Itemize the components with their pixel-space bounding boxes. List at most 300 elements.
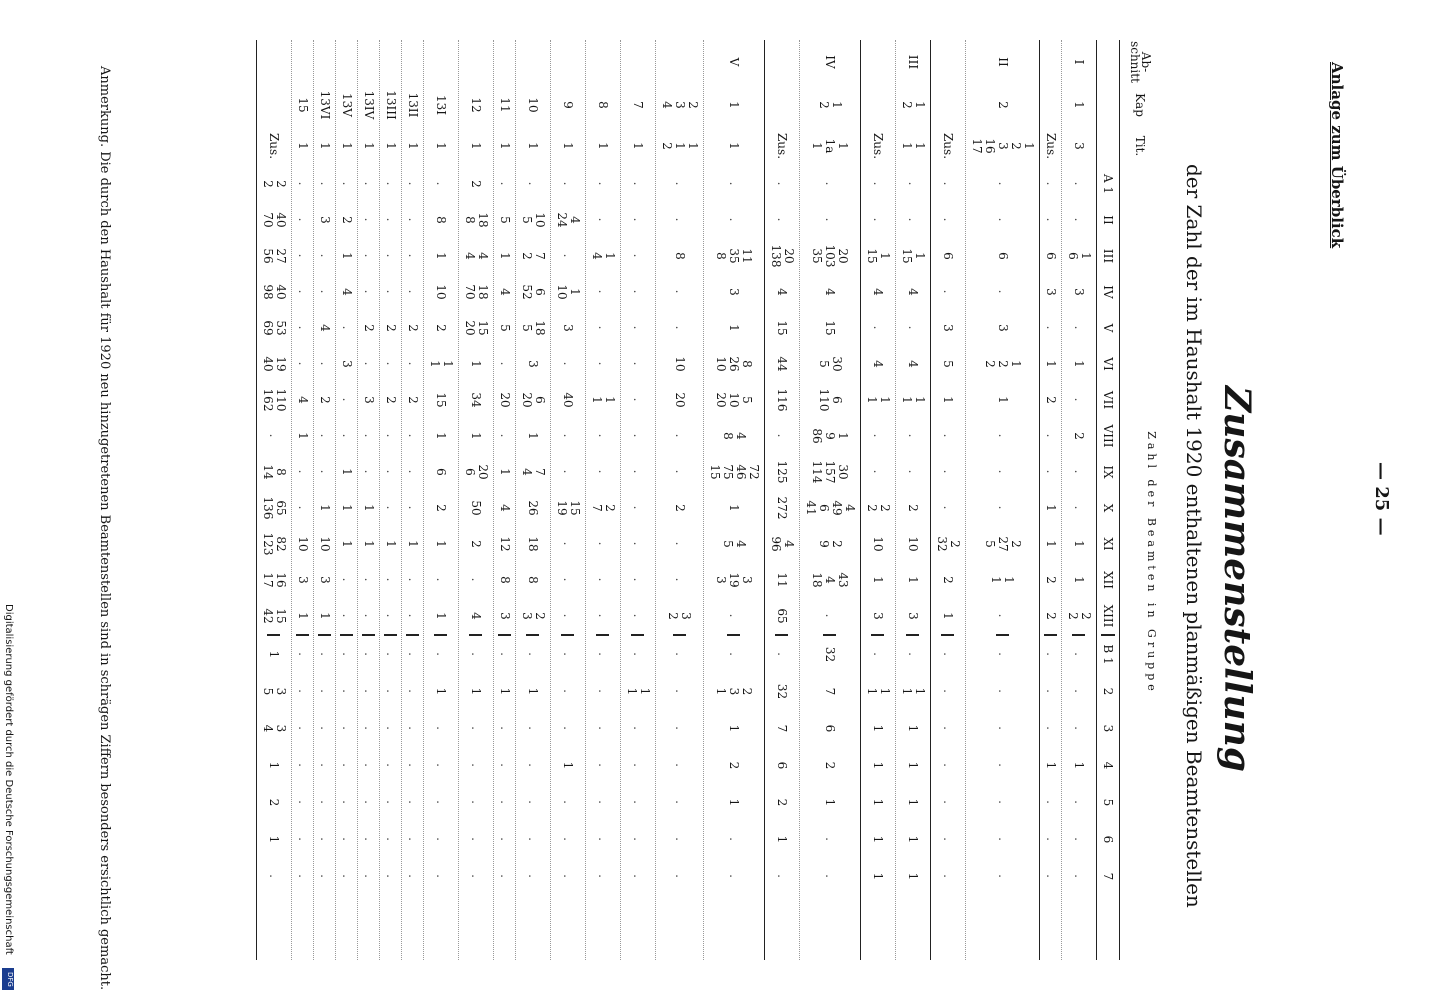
cell-value: 20 138 — [769, 244, 796, 268]
cell-value: 1 — [871, 798, 886, 807]
cell-value: 1 15 — [865, 248, 892, 264]
cell-value: 1 2 2 — [983, 360, 1023, 368]
cell-value: . — [384, 361, 398, 367]
cell-value: . — [318, 181, 332, 187]
cell-value: 1 6 — [1066, 252, 1093, 260]
cell-value: . — [941, 433, 956, 439]
cell-value: 4 5 — [721, 540, 748, 548]
cell-value: . — [1044, 800, 1058, 805]
cell-tit: 1 — [340, 142, 354, 150]
cell-value: . — [596, 181, 611, 187]
cell-value: 2 — [1044, 612, 1058, 620]
cell-value: . — [871, 469, 886, 475]
cell-value: . — [775, 874, 790, 879]
cell-value: 1 — [498, 468, 512, 476]
cell-value: 1 — [727, 324, 742, 332]
cell-value: . — [318, 634, 331, 673]
group-header-cell: XII — [1101, 570, 1115, 590]
cell-value: . — [596, 726, 611, 731]
cell-value: . — [384, 217, 398, 223]
cell-value: . — [384, 181, 398, 187]
page-number: — 25 — — [1371, 462, 1392, 536]
cell-value: . — [728, 634, 741, 673]
cell-value: 2 — [267, 798, 282, 807]
cell-value: 40 70 — [261, 212, 288, 228]
cell-value: . — [406, 289, 420, 295]
cell-value: . — [632, 634, 645, 673]
cell-tit: 1 — [384, 142, 398, 150]
cell-value: 50 — [469, 500, 484, 516]
cell-value: . — [941, 689, 956, 694]
cell-value: . — [318, 763, 332, 768]
cell-value: 1 — [906, 761, 921, 770]
cell-value: . — [406, 726, 420, 731]
cell-value: . — [673, 433, 687, 439]
cell-value: 2 2 — [865, 504, 892, 512]
cell-value: 2 3 — [520, 612, 547, 620]
cell-value: . — [596, 289, 611, 295]
cell-value: 2 — [406, 396, 420, 404]
cell-value: . — [526, 874, 541, 879]
cell-value: . — [406, 689, 420, 694]
cell-value: 1 1 — [989, 576, 1017, 584]
cell-value: . — [727, 217, 742, 223]
cell-value: 18 — [526, 536, 541, 552]
cell-value: 2 — [434, 504, 449, 512]
cell-value: 1 1 — [428, 360, 455, 368]
cell-value: . — [498, 361, 512, 367]
cell-value: 5 — [498, 324, 512, 332]
group-header-cell: VI — [1101, 357, 1115, 371]
group-header-cell: XI — [1101, 537, 1115, 551]
cell-value: . — [434, 837, 449, 842]
cell-value: . — [406, 469, 420, 475]
cell-kap: 13I — [434, 94, 449, 115]
group-header-cell: VIII — [1101, 424, 1115, 448]
cell-tit: Zus. — [941, 132, 956, 160]
cell-value: . — [498, 763, 512, 768]
cell-value: . — [498, 837, 512, 842]
cell-value: . — [673, 726, 687, 731]
group-header-cell: 5 — [1101, 798, 1115, 807]
cell-value: . — [871, 181, 886, 187]
cell-value: 272 — [775, 496, 790, 520]
cell-value: . — [596, 325, 611, 331]
cell-value: 2 27 5 — [983, 536, 1023, 552]
cell-value: 3 — [340, 360, 354, 368]
cell-value: . — [267, 874, 282, 879]
cell-value: . — [561, 800, 576, 805]
cell-value: . — [596, 469, 611, 475]
dfg-credit: Digitalisierung gefördert durch die Deutsche Forschungsgemeinschaft — [3, 604, 14, 955]
cell-value: . — [727, 837, 742, 842]
table-row — [703, 40, 764, 960]
cell-value: . — [996, 689, 1010, 694]
cell-value: . — [384, 613, 398, 619]
cell-value: . — [907, 634, 920, 673]
cell-value: . — [673, 217, 687, 223]
cell-value: . — [596, 874, 611, 879]
cell-value: . — [596, 763, 611, 768]
cell-value: 3 — [296, 576, 310, 584]
cell-value: . — [318, 469, 332, 475]
cell-value: 1 — [318, 504, 332, 512]
table-row — [256, 40, 291, 960]
cell-tit: 3 — [1072, 142, 1087, 150]
cell-value: . — [498, 634, 511, 673]
cell-value: 3 — [318, 576, 332, 584]
cell-value: 40 — [561, 392, 576, 408]
group-header-cell: 7 — [1101, 872, 1115, 881]
cell-value: . — [406, 874, 420, 879]
cell-value: . — [384, 800, 398, 805]
cell-value: . — [1072, 874, 1087, 879]
cell-value: . — [1072, 325, 1087, 331]
cell-value: . — [340, 577, 354, 583]
cell-value: 2 — [775, 798, 790, 807]
cell-value: 2 — [384, 396, 398, 404]
cell-value: 1 1 — [625, 687, 652, 696]
cell-abschnitt: V — [727, 57, 742, 67]
cell-value: 1 — [469, 687, 484, 696]
cell-tit: 1 — [469, 142, 484, 150]
cell-value: . — [561, 181, 576, 187]
cell-value: 1 — [434, 687, 449, 696]
cell-value: 65 — [775, 608, 790, 624]
cell-tit: 1 1a 1 — [810, 138, 851, 154]
cell-value: . — [631, 361, 646, 367]
cell-value: 30 5 — [817, 356, 844, 372]
cell-value: 11 — [775, 572, 790, 588]
cell-value: . — [871, 325, 886, 331]
cell-value: . — [996, 217, 1010, 223]
cell-tit: 1 — [727, 142, 742, 150]
cell-value: 3 — [318, 216, 332, 224]
cell-kap: 8 — [596, 101, 611, 109]
cell-value: . — [673, 837, 687, 842]
cell-value: . — [906, 433, 921, 439]
cell-tit: 1 — [318, 142, 332, 150]
cell-value: 12 — [498, 536, 512, 552]
cell-value: 125 — [775, 460, 790, 484]
cell-value: 2 — [362, 324, 376, 332]
group-header-cell: 3 — [1101, 724, 1115, 733]
cell-value: 1 10 — [555, 284, 582, 300]
cell-value: 1 — [267, 761, 282, 770]
cell-value: 5 — [498, 216, 512, 224]
cell-value: 19 40 — [261, 356, 288, 372]
cell-value: . — [340, 397, 354, 403]
cell-value: . — [296, 689, 310, 694]
cell-value: . — [1044, 181, 1058, 187]
cell-value: . — [296, 874, 310, 879]
cell-value: . — [673, 874, 687, 879]
group-header-cell: 4 — [1101, 761, 1115, 770]
dfg-logo: DFG — [2, 968, 14, 990]
cell-value: 40 98 — [261, 284, 288, 300]
cell-kap: 13VI — [318, 90, 332, 120]
cell-value: 10 — [871, 536, 886, 552]
cell-value: 1 — [1044, 504, 1058, 512]
cell-value: . — [1072, 800, 1087, 805]
cell-value: 32 — [824, 634, 837, 673]
cell-value: 1 — [871, 872, 886, 881]
cell-value: . — [561, 253, 576, 259]
cell-value: 3 19 3 — [714, 572, 755, 588]
cell-value: 6 — [823, 724, 838, 733]
cell-value: 116 — [775, 388, 790, 412]
cell-value: . — [727, 613, 742, 619]
cell-value: 2 — [941, 576, 956, 584]
cell-value: . — [296, 325, 310, 331]
cell-tit: Zus. — [267, 132, 282, 160]
group-header-cell: 6 — [1101, 835, 1115, 844]
cell-value: . — [434, 577, 449, 583]
cell-value: . — [562, 634, 575, 673]
cell-value: . — [362, 217, 376, 223]
cell-value: 4 4 — [463, 252, 490, 260]
cell-value: 53 69 — [261, 320, 288, 336]
cell-value: . — [941, 289, 956, 295]
cell-value: . — [996, 634, 1009, 673]
cell-value: 2 — [384, 324, 398, 332]
cell-value: . — [406, 181, 420, 187]
cell-value: 4 96 — [769, 536, 796, 552]
cell-value: 20 103 35 — [810, 244, 851, 268]
cell-value: 2 7 — [590, 504, 617, 512]
cell-value: 5 10 20 — [714, 392, 755, 408]
cell-value: 1 — [727, 504, 742, 512]
cell-value: . — [296, 837, 310, 842]
cell-value: 10 — [434, 284, 449, 300]
cell-value: . — [498, 726, 512, 731]
cell-value: 1 — [340, 504, 354, 512]
cell-value: . — [362, 689, 376, 694]
cell-value: 16 17 — [261, 572, 288, 588]
table-row — [423, 40, 458, 960]
cell-value: . — [631, 837, 646, 842]
group-header-row — [1096, 40, 1119, 960]
cell-kap: 13IV — [362, 90, 376, 120]
cell-value: . — [362, 634, 375, 673]
cell-value: . — [406, 253, 420, 259]
cell-value: . — [296, 217, 310, 223]
header-tit: Tit. — [1133, 135, 1147, 157]
cell-value: 1 — [906, 835, 921, 844]
cell-value: . — [596, 577, 611, 583]
cell-value: . — [362, 726, 376, 731]
cell-value: 7 — [823, 687, 838, 696]
cell-value: . — [1044, 433, 1058, 439]
cell-value: . — [775, 433, 790, 439]
cell-value: . — [673, 689, 687, 694]
cell-value: 15 20 — [463, 320, 490, 336]
cell-value: 1 — [434, 540, 449, 548]
cell-value: 1 15 — [900, 248, 927, 264]
cell-value: . — [1072, 181, 1087, 187]
cell-value: 10 5 — [520, 212, 547, 228]
cell-value: . — [1044, 217, 1058, 223]
cell-value: 34 — [469, 392, 484, 408]
cell-value: 3 — [1072, 288, 1087, 296]
cell-value: 1 — [1072, 360, 1087, 368]
cell-value: . — [296, 763, 310, 768]
cell-value: . — [775, 181, 790, 187]
cell-value: 1 — [823, 798, 838, 807]
cell-value: . — [362, 181, 376, 187]
cell-value: 6 — [1044, 252, 1058, 260]
cell-value: . — [906, 181, 921, 187]
cell-value: . — [596, 613, 611, 619]
table-row — [965, 40, 1039, 960]
cell-value: . — [631, 253, 646, 259]
cell-value: . — [561, 874, 576, 879]
cell-kap: 1 — [727, 101, 742, 109]
cell-value: . — [596, 217, 611, 223]
cell-value: 3 — [996, 324, 1010, 332]
cell-value: 2 — [1044, 396, 1058, 404]
cell-value: . — [1044, 689, 1058, 694]
cell-value: . — [631, 217, 646, 223]
cell-value: . — [362, 763, 376, 768]
cell-value: 20 — [673, 392, 687, 408]
cell-value: . — [362, 469, 376, 475]
cell-value: 3 — [561, 324, 576, 332]
cell-value: 3 — [498, 612, 512, 620]
cell-value: 1 — [340, 468, 354, 476]
cell-value: 3 — [906, 612, 921, 620]
table-row — [620, 40, 655, 960]
cell-value: . — [318, 874, 332, 879]
cell-value: 1 — [996, 396, 1010, 404]
table-row — [550, 40, 585, 960]
cell-tit: Zus. — [871, 132, 886, 160]
cell-value: . — [527, 634, 540, 673]
group-header-cell: III — [1101, 248, 1115, 264]
cell-kap: 13II — [406, 92, 420, 118]
group-header-cell: IX — [1101, 465, 1115, 479]
cell-value: . — [561, 613, 576, 619]
cell-value: . — [296, 800, 310, 805]
cell-value: . — [526, 726, 541, 731]
table-row — [1039, 40, 1061, 960]
cell-value: 8 — [434, 216, 449, 224]
cell-value: 2 — [469, 540, 484, 548]
cell-value: 1 — [434, 612, 449, 620]
cell-value: . — [727, 874, 742, 879]
group-header-cell: X — [1101, 503, 1115, 513]
cell-value: 8 — [498, 576, 512, 584]
group-header-cell: VII — [1101, 390, 1115, 410]
cell-value: . — [318, 289, 332, 295]
cell-value: 1 9 86 — [810, 428, 851, 444]
cell-value: . — [673, 577, 687, 583]
cell-value: . — [1044, 837, 1058, 842]
cell-value: . — [434, 800, 449, 805]
cell-value: 1 1 — [590, 396, 617, 404]
cell-value: . — [941, 837, 956, 842]
cell-value: 1 — [871, 761, 886, 770]
cell-value: . — [596, 433, 611, 439]
page-title: Zusammenstellung — [1216, 386, 1258, 772]
cell-tit: Zus. — [1044, 132, 1058, 160]
cell-value: 1 — [871, 576, 886, 584]
cell-tit: 1 1 2 — [660, 142, 700, 150]
cell-value: 1 — [906, 798, 921, 807]
cell-value: 1 — [1044, 360, 1058, 368]
cell-value: 7 2 — [520, 252, 547, 260]
cell-kap: 15 — [296, 97, 310, 113]
cell-value: . — [673, 634, 686, 673]
cell-value: . — [1072, 726, 1087, 731]
cell-value: 8 — [526, 576, 541, 584]
cell-value: . — [673, 325, 687, 331]
cell-value: . — [406, 361, 420, 367]
cell-value: . — [340, 726, 354, 731]
cell-value: 1 — [434, 252, 449, 260]
cell-value: . — [631, 397, 646, 403]
cell-value: 3 2 — [666, 612, 694, 620]
cell-value: 1 — [318, 612, 332, 620]
cell-value: . — [498, 181, 512, 187]
cell-value: . — [906, 325, 921, 331]
appendix-label: Anlage zum Überblick — [1328, 62, 1346, 249]
cell-kap: 11 — [498, 97, 512, 113]
cell-value: . — [384, 289, 398, 295]
cell-value: . — [469, 837, 484, 842]
cell-value: . — [942, 634, 955, 673]
cell-value: 18 70 — [463, 284, 490, 300]
cell-value: 11 35 8 — [714, 248, 755, 264]
cell-value: 2 — [340, 216, 354, 224]
cell-value: 3 — [1044, 288, 1058, 296]
cell-value: . — [384, 726, 398, 731]
cell-value: . — [318, 361, 332, 367]
cell-value: . — [434, 874, 449, 879]
header-abschnitt: Ab-schnitt — [1128, 41, 1153, 83]
cell-value: 4 — [775, 288, 790, 296]
cell-value: . — [526, 800, 541, 805]
cell-kap: 10 — [526, 97, 541, 113]
cell-kap: 1 2 — [900, 101, 927, 109]
cell-value: 1 — [526, 687, 541, 696]
cell-value: . — [823, 217, 838, 223]
cell-value: 1 — [775, 835, 790, 844]
cell-value: . — [1044, 469, 1058, 475]
cell-value: 20 6 — [463, 464, 490, 480]
table-row — [335, 40, 357, 960]
cell-value: . — [871, 433, 886, 439]
cell-value: 2 — [727, 761, 742, 770]
cell-kap: 1 2 — [817, 101, 844, 109]
cell-value: 8 — [673, 252, 687, 260]
cell-value: 1 — [1044, 761, 1058, 770]
cell-value: . — [673, 541, 687, 547]
cell-value: . — [340, 613, 354, 619]
cell-value: . — [906, 217, 921, 223]
cell-value: . — [384, 433, 398, 439]
cell-value: . — [498, 800, 512, 805]
cell-value: . — [631, 325, 646, 331]
cell-value: . — [296, 726, 310, 731]
cell-value: . — [561, 726, 576, 731]
cell-value: 6 — [996, 252, 1010, 260]
cell-tit: 1 — [434, 142, 449, 150]
group-header-cell: V — [1101, 323, 1115, 333]
cell-value: 4 — [871, 360, 886, 368]
cell-value: . — [561, 837, 576, 842]
table-row — [930, 40, 965, 960]
